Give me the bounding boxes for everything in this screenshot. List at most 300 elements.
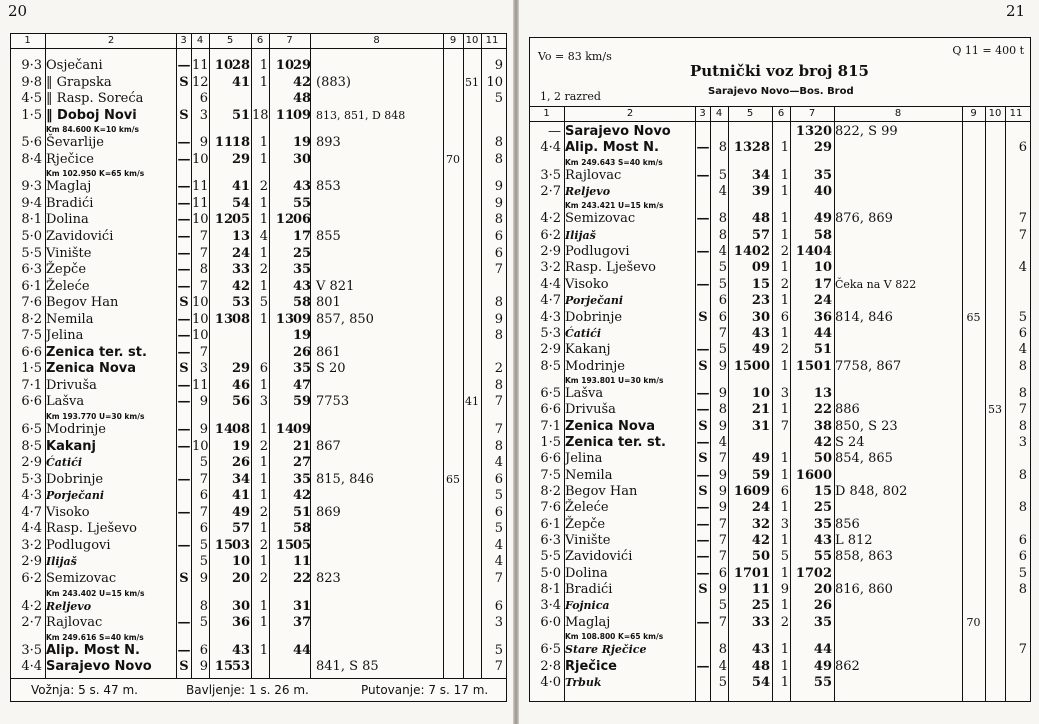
stop-type: — <box>177 377 191 393</box>
run-minutes: 7 <box>718 516 727 532</box>
station-name: Drivuša <box>46 377 97 393</box>
stop-type: — <box>177 328 191 344</box>
stop-minutes: 1 <box>780 533 789 549</box>
station-name: Žepče <box>46 262 87 278</box>
run-minutes: 10 <box>192 151 209 167</box>
km-marker-row <box>530 631 1030 642</box>
arrival-hour: 13 <box>733 140 752 156</box>
stop-minutes: 1 <box>259 311 268 327</box>
run-minutes: 9 <box>718 418 727 434</box>
run-minutes: 8 <box>718 642 727 658</box>
stop-minutes: 1 <box>780 451 789 467</box>
arrival-minute: 28 <box>232 58 251 73</box>
station-name: Vinište <box>565 533 611 549</box>
arrival-minute: 18 <box>232 135 251 151</box>
station-row <box>11 328 506 344</box>
stop-minutes: 3 <box>780 516 789 532</box>
arrival-minute: 49 <box>751 451 770 467</box>
station-name: Dolina <box>46 212 89 228</box>
station-name: Begov Han <box>46 295 119 311</box>
distance: 6·5 <box>21 422 42 437</box>
crossing-note: 822, S 99 <box>835 124 898 139</box>
stop-type: — <box>177 135 191 151</box>
stop-minutes: 1 <box>259 488 268 504</box>
distance: 6·6 <box>540 402 561 418</box>
run-minutes: 9 <box>718 500 727 516</box>
stop-type: — <box>177 537 191 553</box>
stop-type: — <box>696 565 710 581</box>
station-name: Begov Han <box>565 484 638 499</box>
station-row <box>11 472 506 488</box>
run-minutes: 9 <box>199 135 208 151</box>
station-row <box>530 675 1030 691</box>
departure-minute: 20 <box>813 124 832 139</box>
departure-minute: 15 <box>813 484 832 499</box>
station-row <box>11 229 506 245</box>
stop-type: S <box>698 582 708 598</box>
distance: 4·5 <box>21 91 42 107</box>
station-row <box>530 484 1030 500</box>
stop-minutes: 1 <box>780 467 789 483</box>
arrival-hour: 14 <box>214 422 233 437</box>
station-row <box>11 422 506 438</box>
run-minutes: 5 <box>718 342 727 358</box>
distance: 3·4 <box>540 598 561 614</box>
distance: 2·9 <box>21 455 42 471</box>
km-marker-row <box>530 375 1030 386</box>
distance: 9·4 <box>21 195 42 211</box>
departure-minute: 30 <box>293 151 312 167</box>
departure-minute: 35 <box>293 471 312 487</box>
col-11: 8 <box>1018 418 1027 434</box>
stop-type: S <box>698 484 708 499</box>
load-label: Q 11 = 400 t <box>952 44 1024 57</box>
column-rule <box>695 106 696 701</box>
stop-type: — <box>177 615 191 631</box>
arrival-minute: 56 <box>232 394 251 410</box>
stop-minutes: 1 <box>780 674 789 690</box>
col-9: 65 <box>966 310 981 324</box>
stop-minutes: 6 <box>259 361 268 377</box>
arrival-minute: 29 <box>232 151 251 167</box>
crossing-note: 814, 846 <box>835 309 893 325</box>
stop-type: — <box>696 614 710 630</box>
distance: 9·3 <box>21 58 42 73</box>
stop-minutes: 1 <box>259 554 268 570</box>
station-row <box>11 521 506 537</box>
station-row <box>530 517 1030 533</box>
station-name: Rječice <box>565 658 617 674</box>
stop-minutes: 1 <box>259 471 268 487</box>
stop-minutes: 1 <box>259 642 268 658</box>
column-header: 10 <box>465 35 479 46</box>
crossing-note: 815, 846 <box>316 471 374 487</box>
column-header: 5 <box>226 35 234 46</box>
column-header: 7 <box>286 35 293 46</box>
column-rule <box>564 106 565 701</box>
stop-minutes: 1 <box>780 658 789 674</box>
stop-minutes: 1 <box>259 422 268 437</box>
station-row <box>11 179 506 195</box>
station-name: Dolina <box>565 565 608 581</box>
crossing-note: 813, 851, D 848 <box>316 108 406 122</box>
arrival-minute: 41 <box>232 488 251 504</box>
distance: 6·0 <box>540 614 561 630</box>
station-name: Bradići <box>46 195 94 211</box>
timetable-right <box>529 37 1031 702</box>
distance: 4·3 <box>21 488 42 504</box>
arrival-minute: 03 <box>232 537 251 553</box>
arrival-minute: 43 <box>232 642 251 658</box>
col-11: 5 <box>494 91 503 107</box>
run-minutes: 9 <box>718 467 727 483</box>
crossing-note: 7753 <box>316 394 350 410</box>
arrival-hour: 12 <box>214 212 233 228</box>
arrival-minute: 39 <box>751 184 770 200</box>
crossing-note: 886 <box>835 402 860 418</box>
run-minutes: 11 <box>192 58 209 73</box>
departure-minute: 29 <box>293 58 312 73</box>
run-minutes: 5 <box>199 537 208 553</box>
col-11: 3 <box>1018 434 1027 450</box>
arrival-hour: 15 <box>733 358 752 374</box>
stop-minutes: 4 <box>259 228 268 244</box>
run-minutes: 5 <box>718 598 727 614</box>
run-minutes: 7 <box>199 504 208 520</box>
stop-minutes: 1 <box>780 260 789 276</box>
station-name: Ćatići <box>46 456 83 470</box>
station-name: Podlugovi <box>46 537 111 553</box>
departure-minute: 35 <box>813 167 832 183</box>
run-minutes: 5 <box>718 260 727 276</box>
column-header: 2 <box>107 35 115 46</box>
distance: 4·0 <box>540 674 561 690</box>
arrival-minute: 34 <box>232 471 251 487</box>
arrival-minute: 29 <box>232 361 251 377</box>
column-header: 2 <box>626 108 634 119</box>
col-11: 9 <box>494 58 503 73</box>
col-10: 51 <box>465 75 479 89</box>
arrival-minute: 36 <box>232 615 251 631</box>
station-name: Sarajevo Novo <box>565 124 671 139</box>
stop-type: — <box>177 278 191 294</box>
distance: 3·2 <box>21 537 42 553</box>
column-header: 11 <box>1009 108 1023 119</box>
arrival-minute: 51 <box>232 107 251 123</box>
run-minutes: 6 <box>718 565 727 581</box>
column-header: 4 <box>715 108 723 119</box>
station-name: Ćatići <box>565 326 602 340</box>
station-row <box>11 554 506 570</box>
run-minutes: 11 <box>192 377 209 393</box>
run-minutes: 7 <box>718 325 727 341</box>
departure-minute: 38 <box>813 418 832 434</box>
station-name: Zenica Nova <box>46 361 137 377</box>
distance: 4·4 <box>540 276 561 292</box>
station-row <box>530 419 1030 435</box>
run-minutes: 10 <box>192 438 209 454</box>
stop-minutes: 1 <box>780 402 789 418</box>
arrival-minute: 24 <box>232 245 251 261</box>
col-9: 70 <box>446 152 460 166</box>
stop-minutes: 2 <box>259 262 268 278</box>
arrival-minute: 33 <box>751 614 770 630</box>
arrival-minute: 42 <box>232 278 251 294</box>
departure-minute: 43 <box>293 278 312 294</box>
station-row <box>530 359 1030 375</box>
col-11: 8 <box>494 328 503 344</box>
arrival-minute: 30 <box>232 598 251 614</box>
station-name: Rasp. Lješevo <box>46 521 137 537</box>
run-minutes: 3 <box>199 107 208 123</box>
station-name: Modrinje <box>565 358 625 374</box>
departure-minute: 05 <box>293 537 312 553</box>
crossing-note: S 20 <box>316 361 346 377</box>
run-minutes: 3 <box>199 361 208 377</box>
km-marker: Km 193.770 U=30 km/s <box>46 412 145 421</box>
departure-minute: 43 <box>813 533 832 549</box>
departure-minute: 21 <box>293 438 312 454</box>
departure-minute: 43 <box>293 179 312 195</box>
arrival-minute: 15 <box>751 276 770 292</box>
run-minutes: 5 <box>718 276 727 292</box>
stop-minutes: 1 <box>780 642 789 658</box>
stop-minutes: 1 <box>259 151 268 167</box>
run-minutes: 6 <box>199 488 208 504</box>
arrival-hour: 10 <box>214 58 233 73</box>
station-row <box>11 505 506 521</box>
col-11: 6 <box>1018 533 1027 549</box>
station-row <box>530 386 1030 402</box>
run-minutes: 7 <box>718 549 727 565</box>
departure-minute: 25 <box>813 500 832 516</box>
run-minutes: 6 <box>718 293 727 309</box>
stop-type: — <box>696 533 710 549</box>
departure-minute: 35 <box>813 516 832 532</box>
station-name: Ilijaš <box>46 555 77 569</box>
col-11: 8 <box>494 438 503 454</box>
distance: 6·5 <box>540 642 561 658</box>
run-minutes: 9 <box>718 358 727 374</box>
run-minutes: 7 <box>199 245 208 261</box>
col-11: 8 <box>494 295 503 311</box>
distance: 6·6 <box>21 394 42 410</box>
distance: 4·4 <box>540 140 561 156</box>
stop-type: — <box>177 344 191 360</box>
crossing-note: 853 <box>316 179 341 195</box>
station-row <box>530 533 1030 549</box>
stop-type: — <box>696 244 710 260</box>
departure-minute: 42 <box>813 434 832 450</box>
stop-minutes: 2 <box>780 342 789 358</box>
column-header: 8 <box>373 35 380 46</box>
col-11: 7 <box>494 262 503 278</box>
departure-minute: 55 <box>293 195 312 211</box>
station-name: ‖ Rasp. Sоreća <box>46 91 144 107</box>
right-page <box>519 0 1039 724</box>
station-row <box>530 451 1030 467</box>
stop-minutes: 1 <box>259 135 268 151</box>
arrival-minute: 46 <box>232 377 251 393</box>
station-name: ‖ Doboj Novi <box>46 107 137 123</box>
station-row <box>530 184 1030 200</box>
col-11: 7 <box>494 659 503 675</box>
stop-minutes: 2 <box>259 537 268 553</box>
arrival-minute: 23 <box>751 293 770 309</box>
run-minutes: 8 <box>718 402 727 418</box>
run-minutes: 11 <box>192 195 209 211</box>
station-row <box>11 394 506 410</box>
col-11: 3 <box>494 615 503 631</box>
arrival-minute: 43 <box>751 642 770 658</box>
stop-type: S <box>179 107 189 123</box>
run-minutes: 4 <box>718 184 727 200</box>
column-header: 1 <box>543 108 550 119</box>
stop-type: — <box>177 212 191 228</box>
station-name: Zavidovići <box>46 228 114 244</box>
station-name: Jelina <box>565 451 603 467</box>
distance: 2·9 <box>540 244 561 260</box>
station-name: Sarajevo Novo <box>46 659 152 675</box>
station-name: Rasp. Lješevo <box>565 260 656 276</box>
station-name: Rajlovac <box>565 167 622 183</box>
station-row <box>11 262 506 278</box>
departure-minute: 35 <box>813 614 832 630</box>
col-11: 9 <box>494 311 503 327</box>
column-header: 6 <box>256 35 264 46</box>
departure-minute: 31 <box>293 598 312 614</box>
run-minutes: 9 <box>199 570 208 586</box>
stop-minutes: 1 <box>780 325 789 341</box>
station-row <box>530 659 1030 675</box>
column-header: 3 <box>180 35 187 46</box>
station-name: Drivuša <box>565 402 616 418</box>
departure-minute: 51 <box>813 342 832 358</box>
col-11: 4 <box>494 537 503 553</box>
stop-minutes: 3 <box>259 394 268 410</box>
run-minutes: 7 <box>199 278 208 294</box>
departure-hour: 16 <box>795 467 814 483</box>
departure-minute: 27 <box>293 455 312 471</box>
km-marker: Km 249.643 S=40 km/s <box>565 157 663 167</box>
arrival-minute: 59 <box>751 467 770 483</box>
run-minutes: 8 <box>718 140 727 156</box>
distance: 5·3 <box>21 471 42 487</box>
departure-minute: 17 <box>813 276 832 292</box>
stop-minutes: 9 <box>780 582 789 598</box>
arrival-minute: 10 <box>751 385 770 401</box>
crossing-note: 841, S 85 <box>316 659 379 675</box>
stop-type: — <box>177 438 191 454</box>
departure-minute: 49 <box>813 658 832 674</box>
station-row <box>530 615 1030 631</box>
column-header: 6 <box>777 108 785 119</box>
crossing-note: 857, 850 <box>316 311 374 327</box>
station-name: Semizovac <box>565 211 636 227</box>
col-11: 5 <box>494 642 503 658</box>
distance: 1·5 <box>21 361 42 377</box>
stop-type: — <box>177 311 191 327</box>
col-11: 7 <box>1018 227 1027 243</box>
crossing-note: 855 <box>316 228 341 244</box>
departure-hour: 11 <box>275 107 294 123</box>
column-rule <box>443 34 444 679</box>
arrival-minute: 28 <box>751 140 770 156</box>
stop-minutes: 1 <box>259 455 268 471</box>
station-row <box>530 244 1030 260</box>
station-row <box>11 295 506 311</box>
station-row <box>530 124 1030 140</box>
col-11: 6 <box>494 471 503 487</box>
station-row <box>530 435 1030 451</box>
station-name: Želeće <box>565 500 609 516</box>
station-row <box>530 277 1030 293</box>
col-11: 10 <box>486 74 503 90</box>
arrival-minute: 09 <box>751 484 770 499</box>
arrival-minute: 21 <box>751 402 770 418</box>
station-row <box>530 468 1030 484</box>
station-name: Osječani <box>46 58 103 73</box>
column-header: 9 <box>970 108 977 119</box>
station-row <box>11 108 506 124</box>
km-marker: Km 249.616 S=40 km/s <box>46 632 144 642</box>
distance: 9·3 <box>21 179 42 195</box>
station-name: Fojnica <box>565 599 610 613</box>
crossing-note: 862 <box>835 658 860 674</box>
stop-type: S <box>179 74 189 90</box>
crossing-note: 856 <box>835 516 860 532</box>
col-11: 8 <box>1018 385 1027 401</box>
arrival-minute: 08 <box>232 422 251 437</box>
station-row <box>530 228 1030 244</box>
run-minutes: 7 <box>199 344 208 360</box>
arrival-minute: 41 <box>232 74 251 90</box>
page-number-right: 21 <box>1006 2 1026 20</box>
stop-type: — <box>696 500 710 516</box>
station-name: ‖ Grapska <box>46 74 112 90</box>
distance: 4·2 <box>540 211 561 227</box>
crossing-note: 801 <box>316 295 341 311</box>
station-name: Žepče <box>565 516 606 532</box>
column-header: 11 <box>485 35 499 46</box>
station-row <box>11 643 506 659</box>
arrival-hour: 15 <box>214 659 233 675</box>
station-name: Želeće <box>46 278 90 294</box>
arrival-hour: 17 <box>733 565 752 581</box>
arrival-minute: 32 <box>751 516 770 532</box>
station-name: Lašva <box>565 385 604 401</box>
stop-minutes: 1 <box>259 195 268 211</box>
arrival-hour: 16 <box>733 484 752 499</box>
distance: 5·6 <box>21 135 42 151</box>
col-11: 4 <box>1018 342 1027 358</box>
station-name: Rajlovac <box>46 615 103 631</box>
departure-minute: 09 <box>293 311 312 327</box>
km-marker: Km 243.421 U=15 km/s <box>565 201 664 211</box>
run-minutes: 10 <box>192 328 209 344</box>
station-name: Podlugovi <box>565 244 630 260</box>
stop-type: — <box>696 658 710 674</box>
station-row <box>530 342 1030 358</box>
col-11: 8 <box>494 135 503 151</box>
col-10: 41 <box>465 395 479 409</box>
col-11: 7 <box>1018 402 1027 418</box>
arrival-minute: 02 <box>751 244 770 260</box>
stop-type: — <box>696 140 710 156</box>
column-rule <box>710 106 711 701</box>
distance: 5·3 <box>540 325 561 341</box>
station-name: Visoko <box>46 504 90 520</box>
